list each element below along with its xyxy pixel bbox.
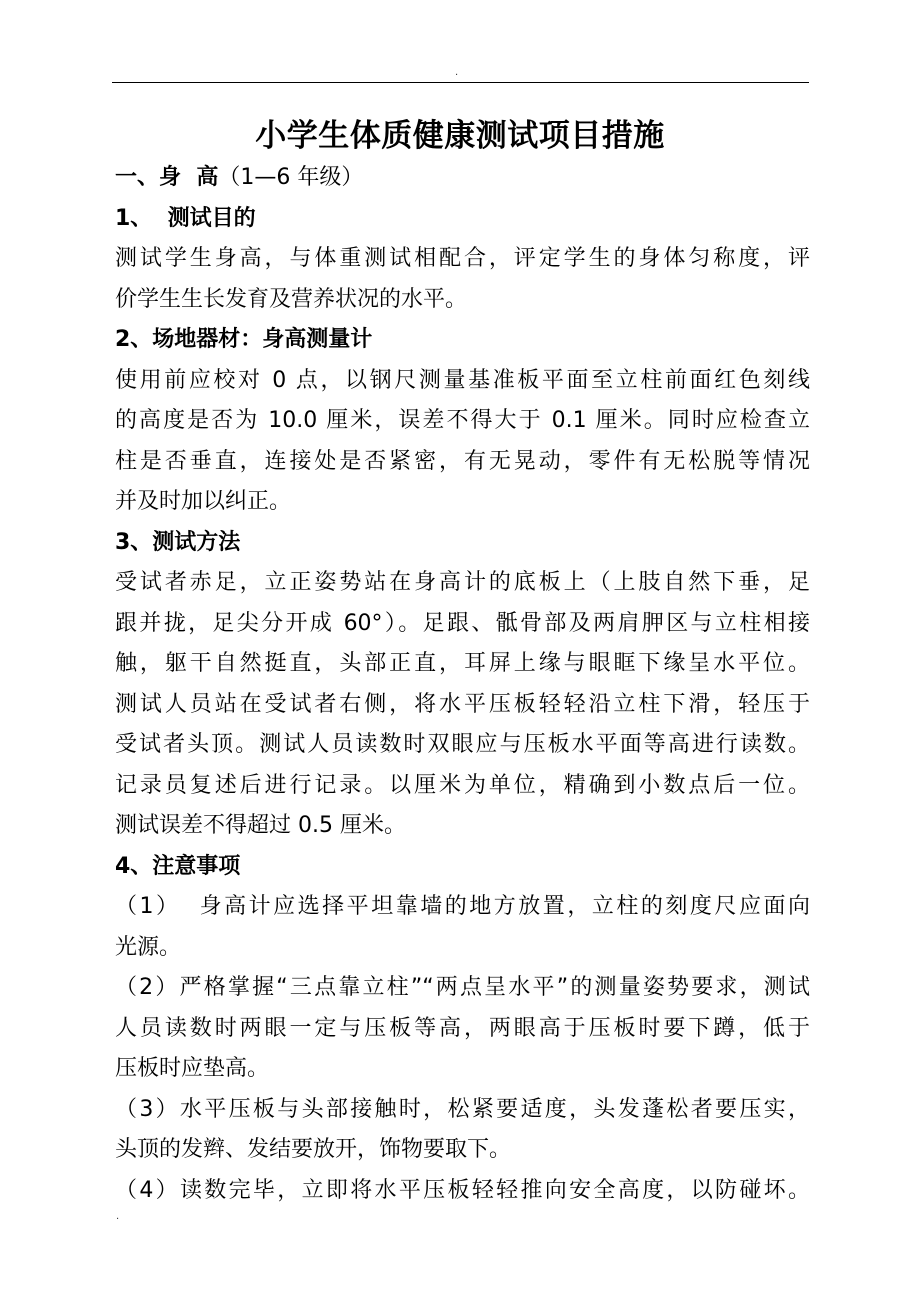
- note-line: （3）水平压板与头部接触时，松紧要适度，头发蓬松者要压实，: [115, 1096, 810, 1122]
- method-line: 跟并拢，足尖分开成 60°）。足跟、骶骨部及两肩胛区与立柱相接: [115, 610, 810, 636]
- section-heading-suffix: （1—6 年级）: [218, 165, 364, 190]
- purpose-line: 价学生生长发育及营养状况的水平。: [115, 286, 468, 312]
- method-line: 受试者赤足，立正姿势站在身高计的底板上（上肢自然下垂，足: [115, 570, 810, 595]
- section-heading-height: [115, 158, 810, 199]
- document-body: [115, 158, 810, 1211]
- page-title: 小学生体质健康测试项目措施: [255, 118, 665, 154]
- note-line: （1） 身高计应选择平坦靠墙的地方放置，立柱的刻度尺应面向: [115, 894, 810, 919]
- method-line: 记录员复述后进行记录。以厘米为单位，精确到小数点后一位。: [115, 772, 810, 798]
- method-line: 测试人员站在受试者右侧，将水平压板轻轻沿立柱下滑，轻压于: [115, 691, 810, 717]
- purpose-line: 测试学生身高，与体重测试相配合，评定学生的身体匀称度，评: [115, 246, 810, 271]
- equipment-line: 柱是否垂直，连接处是否紧密，有无晃动，零件有无松脱等情况: [115, 448, 810, 474]
- purpose-heading: 1、 测试目的: [115, 205, 256, 231]
- method-heading: 3、测试方法: [115, 529, 241, 555]
- note-line: （2）严格掌握“三点靠立柱”“两点呈水平”的测量姿势要求，测试: [115, 975, 810, 1000]
- note-line: 压板时应垫高。: [115, 1056, 270, 1081]
- header-dot: .: [455, 67, 459, 78]
- note-line: 头顶的发辫、发结要放开，饰物要取下。: [115, 1137, 512, 1162]
- header-rule: [112, 82, 809, 83]
- method-line: 受试者头顶。测试人员读数时双眼应与压板水平面等高进行读数。: [115, 732, 810, 757]
- notes-heading: 4、注意事项: [115, 853, 241, 879]
- equipment-line: 的高度是否为 10.0 厘米，误差不得大于 0.1 厘米。同时应检查立: [115, 408, 810, 433]
- note-line: （4）读数完毕，立即将水平压板轻轻推向安全高度，以防碰坏。: [115, 1177, 810, 1203]
- equipment-heading: 2、场地器材：身高测量计: [115, 327, 373, 352]
- note-line: 光源。: [115, 934, 182, 960]
- method-line: 触，躯干自然挺直，头部正直，耳屏上缘与眼眶下缘呈水平位。: [115, 651, 810, 676]
- equipment-line: 使用前应校对 0 点，以钢尺测量基准板平面至立柱前面红色刻线: [115, 367, 810, 393]
- method-line: 测试误差不得超过 0.5 厘米。: [115, 813, 406, 838]
- note-line: 人员读数时两眼一定与压板等高，两眼高于压板时要下蹲，低于: [115, 1015, 810, 1041]
- equipment-line: 并及时加以纠正。: [115, 489, 292, 514]
- section-heading-main: 一、身 高: [115, 165, 219, 190]
- footer-dot: .: [116, 1211, 120, 1222]
